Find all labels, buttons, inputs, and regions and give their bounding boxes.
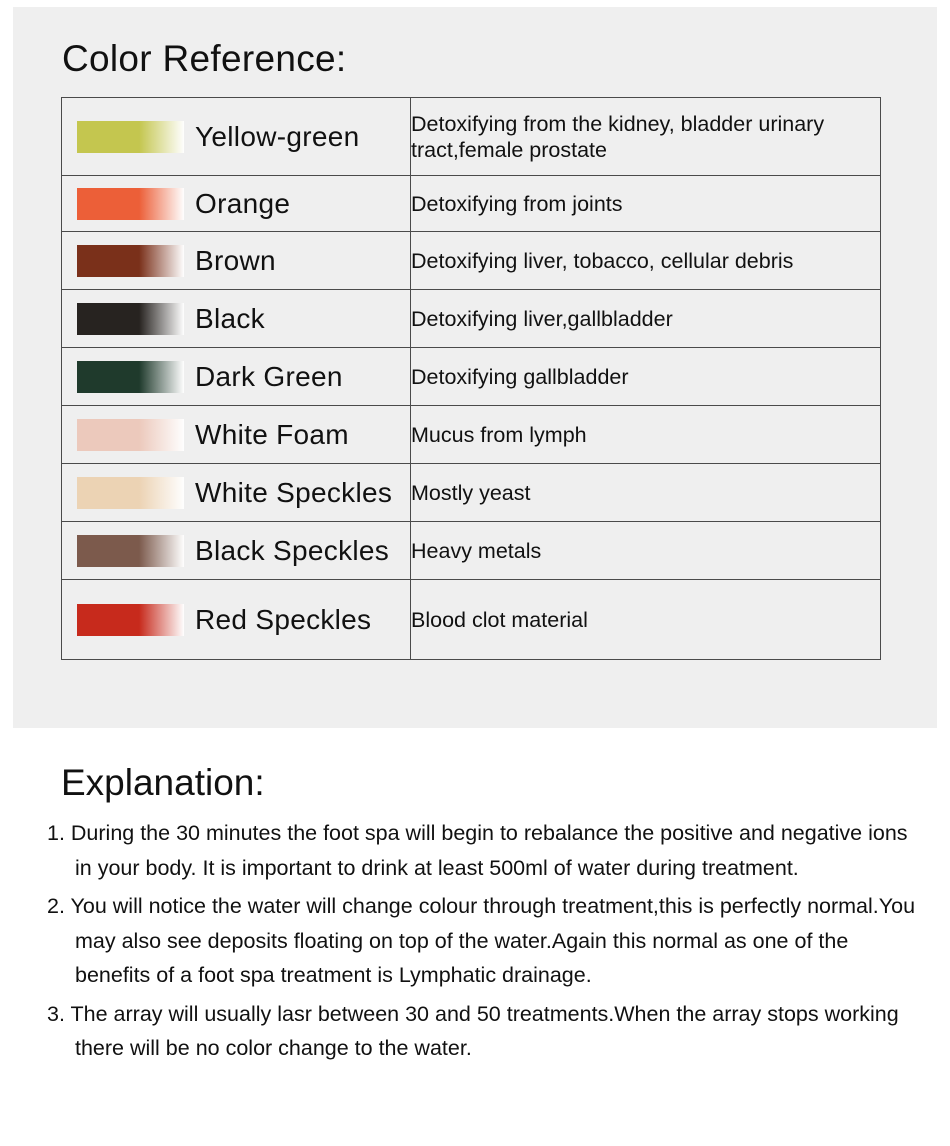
color-swatch bbox=[77, 303, 184, 335]
color-meaning: Detoxifying from joints bbox=[411, 176, 881, 232]
color-swatch bbox=[77, 361, 184, 393]
color-cell-content bbox=[62, 245, 410, 277]
color-cell-content bbox=[62, 361, 410, 393]
color-name: Brown bbox=[195, 244, 276, 276]
color-row bbox=[62, 406, 881, 464]
color-cell bbox=[62, 98, 411, 176]
explanation-item: 3. The array will usually lasr between 30 and 50 treatments.When the array stops working there will be no color change to the water. bbox=[47, 1001, 899, 1060]
color-cell bbox=[62, 522, 411, 580]
color-meaning: Detoxifying from the kidney, bladder urinary tract,female prostate bbox=[411, 98, 881, 176]
color-row bbox=[62, 176, 881, 232]
color-cell-content bbox=[62, 121, 410, 153]
color-meaning: Detoxifying gallbladder bbox=[411, 348, 881, 406]
color-swatch bbox=[77, 604, 184, 636]
color-meaning: Detoxifying liver, tobacco, cellular debris bbox=[411, 232, 881, 290]
color-cell bbox=[62, 232, 411, 290]
color-name: White Foam bbox=[195, 418, 349, 450]
color-cell-content bbox=[62, 535, 410, 567]
color-reference-title: Color Reference: bbox=[62, 38, 347, 79]
explanation-list bbox=[47, 816, 927, 1070]
color-swatch bbox=[77, 535, 184, 567]
color-cell-content bbox=[62, 477, 410, 509]
explanation-item: 2. You will notice the water will change colour through treatment,this is perfectly normal.You may also see deposits floating on top of the water.Again this normal as one of the benefits of a foot spa treatment is Lymphatic drainage. bbox=[47, 894, 916, 987]
color-meaning: Mostly yeast bbox=[411, 464, 881, 522]
color-meaning: Mucus from lymph bbox=[411, 406, 881, 464]
color-cell bbox=[62, 464, 411, 522]
color-meaning: Detoxifying liver,gallbladder bbox=[411, 290, 881, 348]
color-cell-content bbox=[62, 303, 410, 335]
color-row bbox=[62, 98, 881, 176]
color-reference-table-body bbox=[62, 98, 881, 660]
color-meaning: Blood clot material bbox=[411, 580, 881, 660]
color-swatch bbox=[77, 188, 184, 220]
color-swatch bbox=[77, 477, 184, 509]
color-name: Dark Green bbox=[195, 360, 343, 392]
explanation-title: Explanation: bbox=[61, 762, 265, 803]
color-name: White Speckles bbox=[195, 476, 393, 508]
color-cell bbox=[62, 406, 411, 464]
color-name: Orange bbox=[195, 187, 291, 219]
color-cell-content bbox=[62, 188, 410, 220]
color-cell bbox=[62, 176, 411, 232]
color-meaning: Heavy metals bbox=[411, 522, 881, 580]
color-swatch bbox=[77, 121, 184, 153]
color-reference-table bbox=[61, 97, 881, 660]
color-cell bbox=[62, 290, 411, 348]
color-row bbox=[62, 290, 881, 348]
color-row bbox=[62, 580, 881, 660]
explanation-item: 1. During the 30 minutes the foot spa will begin to rebalance the positive and negative ions in your body. It is important to drink at least 500ml of water during treatment. bbox=[47, 821, 908, 880]
color-row bbox=[62, 232, 881, 290]
color-name: Yellow-green bbox=[195, 120, 360, 152]
color-swatch bbox=[77, 419, 184, 451]
color-cell-content bbox=[62, 419, 410, 451]
color-cell bbox=[62, 580, 411, 660]
color-name: Black Speckles bbox=[195, 534, 390, 566]
color-cell-content bbox=[62, 604, 410, 636]
color-cell bbox=[62, 348, 411, 406]
color-row bbox=[62, 522, 881, 580]
color-row bbox=[62, 348, 881, 406]
color-swatch bbox=[77, 245, 184, 277]
color-name: Black bbox=[195, 302, 265, 334]
color-name: Red Speckles bbox=[195, 603, 372, 635]
color-row bbox=[62, 464, 881, 522]
